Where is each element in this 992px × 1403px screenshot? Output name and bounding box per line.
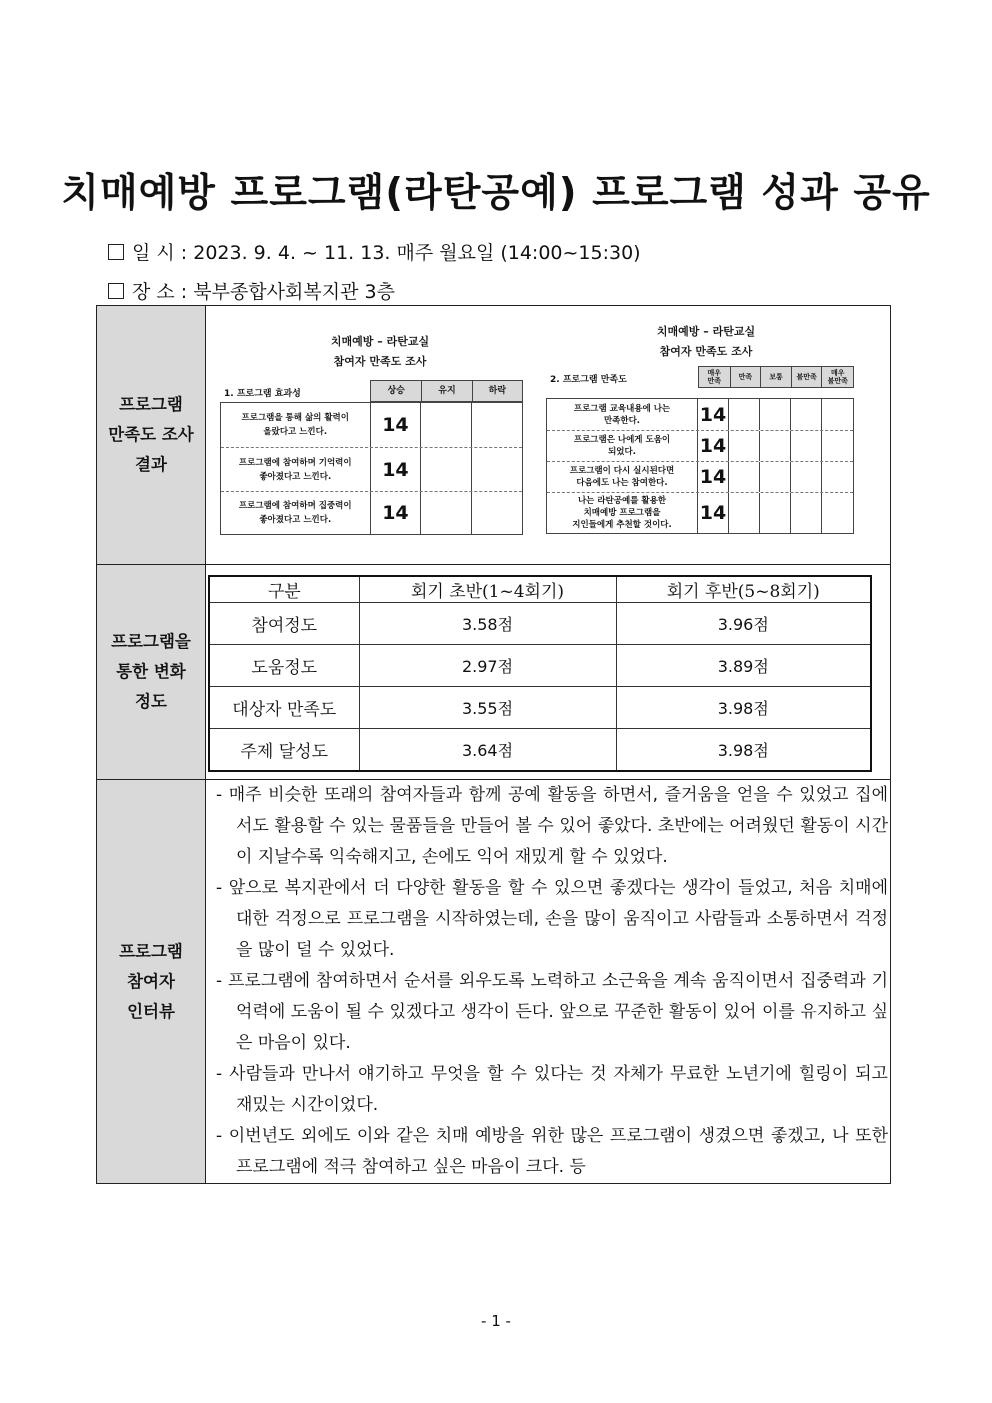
- row-label: 주제 달성도: [209, 729, 359, 771]
- table-row: [209, 603, 871, 645]
- interview-list: [216, 780, 888, 1183]
- survey2-empty: [821, 493, 853, 533]
- info-date-label: 일 시 :: [132, 242, 188, 264]
- survey-section: [206, 306, 891, 565]
- table-row: [547, 430, 853, 461]
- survey1-empty: [420, 448, 471, 491]
- survey2-empty: [759, 462, 790, 492]
- interview-section-header: 프로그램 참여자 인터뷰: [97, 780, 206, 1184]
- survey1-empty: [420, 492, 471, 534]
- survey2-col: 불만족: [791, 367, 822, 387]
- table-row: [547, 492, 853, 533]
- survey2-col: 보통: [760, 367, 791, 387]
- early-value: 2.97점: [359, 645, 616, 687]
- table-row: [221, 447, 522, 491]
- list-item: - 이번년도 외에도 이와 같은 치매 예방을 위한 많은 프로그램이 생겼으면 좋겠고, 나 또한 프로그램에 적극 참여하고 싶은 마음이 크다. 등: [216, 1121, 888, 1183]
- col-header: 회기 후반(5~8회기): [616, 576, 871, 603]
- col-header: 구분: [209, 576, 359, 603]
- page-title: 치매예방 프로그램(라탄공예) 프로그램 성과 공유: [61, 171, 931, 216]
- survey2-value: 14: [697, 399, 728, 430]
- survey1-question: 프로그램에 참여하며 집중력이 좋아졌다고 느낀다.: [238, 501, 352, 525]
- checkbox-icon: [108, 283, 124, 299]
- table-row: [209, 645, 871, 687]
- survey2-title: 치매예방 – 라탄교실 참여자 만족도 조사: [656, 325, 756, 358]
- info-place-label: 장 소 :: [132, 281, 188, 303]
- late-value: 3.96점: [616, 603, 871, 645]
- survey2-empty: [821, 431, 853, 461]
- survey1-empty: [471, 403, 522, 447]
- survey1-question: 프로그램을 통해 삶의 활력이 올랐다고 느낀다.: [241, 413, 349, 437]
- survey2-question: 프로그램은 나에게 도움이 되었다.: [573, 435, 671, 457]
- late-value: 3.98점: [616, 687, 871, 729]
- survey2-empty: [790, 431, 821, 461]
- table-row: [209, 729, 871, 771]
- change-section-header: 프로그램을 통한 변화 정도: [97, 565, 206, 780]
- survey2-question: 나는 라탄공예를 활용한 치매예방 프로그램을 지인들에게 추천할 것이다.: [572, 496, 672, 530]
- report-table: [96, 305, 891, 1184]
- checkbox-icon: [108, 244, 124, 260]
- table-row: [221, 403, 522, 447]
- table-row: [547, 399, 853, 430]
- survey-effectiveness: [220, 326, 525, 541]
- table-row: [547, 461, 853, 492]
- survey1-empty: [420, 403, 471, 447]
- page-number: - 1 -: [481, 1312, 511, 1330]
- survey2-col: 매우 만족: [707, 369, 722, 385]
- survey2-grid: [546, 398, 854, 534]
- survey-section-header: 프로그램 만족도 조사 결과: [97, 306, 206, 565]
- survey1-subtitle: 1. 프로그램 효과성: [224, 389, 301, 399]
- table-row: [209, 687, 871, 729]
- interview-section: [206, 780, 891, 1184]
- list-item: - 사람들과 만나서 얘기하고 무엇을 할 수 있다는 것 자체가 무료한 노년기에 힐링이 되고 재밌는 시간이었다.: [216, 1059, 888, 1121]
- survey2-col: 매우 불만족: [821, 367, 853, 387]
- change-table: [208, 575, 872, 772]
- survey1-value: 14: [370, 403, 421, 447]
- survey2-empty: [790, 399, 821, 430]
- survey1-question: 프로그램에 참여하며 기억력이 좋아졌다고 느낀다.: [238, 457, 352, 482]
- change-table-header: [209, 576, 871, 603]
- survey1-col: 하락: [472, 381, 522, 401]
- survey2-empty: [821, 462, 853, 492]
- list-item: - 매주 비슷한 또래의 참여자들과 함께 공예 활동을 하면서, 즐거움을 얻을 수 있었고 집에서도 활용할 수 있는 물품들을 만들어 볼 수 있어 좋았다. 초반에는 어려웠던 활동이 시간이 지날수록 익숙해지고, 손에도 익어 재밌게 할 수 있었다.: [216, 780, 888, 873]
- survey2-subtitle: 2. 프로그램 만족도: [550, 375, 627, 385]
- survey2-empty: [728, 431, 759, 461]
- survey2-empty: [790, 462, 821, 492]
- row-label: 도움정도: [209, 645, 359, 687]
- table-row: [221, 491, 522, 534]
- row-label: 참여정도: [209, 603, 359, 645]
- early-value: 3.58점: [359, 603, 616, 645]
- list-item: - 프로그램에 참여하면서 순서를 외우도록 노력하고 소근육을 계속 움직이면서 집중력과 기억력에 도움이 될 수 있겠다고 생각이 든다. 앞으로 꾸준한 활동이 있어 이를 유지하고 싶은 마음이 있다.: [216, 966, 888, 1059]
- survey1-columns: [370, 380, 523, 402]
- survey1-value: 14: [370, 492, 421, 534]
- col-header: 회기 초반(1~4회기): [359, 576, 616, 603]
- survey1-grid: [220, 402, 523, 535]
- survey2-empty: [759, 493, 790, 533]
- survey2-empty: [821, 399, 853, 430]
- survey2-empty: [728, 399, 759, 430]
- survey1-value: 14: [370, 448, 421, 491]
- info-place: [108, 277, 395, 304]
- survey2-value: 14: [697, 431, 728, 461]
- survey2-empty: [728, 462, 759, 492]
- survey2-columns: [698, 366, 854, 388]
- list-item: - 앞으로 복지관에서 더 다양한 활동을 할 수 있으면 좋겠다는 생각이 들었고, 처음 치매에 대한 걱정으로 프로그램을 시작하였는데, 손을 많이 움직이고 사람들과 소통하면서 걱정을 많이 덜 수 있었다.: [216, 873, 888, 966]
- survey2-question: 프로그램 교육내용에 나는 만족한다.: [573, 403, 671, 426]
- survey2-empty: [759, 431, 790, 461]
- early-value: 3.64점: [359, 729, 616, 771]
- survey2-empty: [790, 493, 821, 533]
- info-place-value: 북부종합사회복지관 3층: [193, 281, 395, 303]
- survey1-col: 유지: [421, 381, 471, 401]
- early-value: 3.55점: [359, 687, 616, 729]
- late-value: 3.89점: [616, 645, 871, 687]
- change-section: [206, 565, 891, 780]
- survey2-value: 14: [697, 462, 728, 492]
- survey2-question: 프로그램이 다시 실시된다면 다음에도 나는 참여한다.: [569, 466, 675, 488]
- survey2-value: 14: [697, 493, 728, 533]
- survey2-empty: [759, 399, 790, 430]
- info-date: [108, 238, 641, 265]
- info-date-value: 2023. 9. 4. ~ 11. 13. 매주 월요일 (14:00~15:30): [193, 242, 641, 264]
- survey1-empty: [471, 492, 522, 534]
- survey1-title: 치매예방 – 라탄교실 참여자 만족도 조사: [330, 335, 430, 368]
- survey2-col: 만족: [730, 367, 761, 387]
- survey1-col: 상승: [387, 385, 405, 396]
- survey2-empty: [728, 493, 759, 533]
- survey-satisfaction: [546, 320, 858, 540]
- survey1-empty: [471, 448, 522, 491]
- late-value: 3.98점: [616, 729, 871, 771]
- row-label: 대상자 만족도: [209, 687, 359, 729]
